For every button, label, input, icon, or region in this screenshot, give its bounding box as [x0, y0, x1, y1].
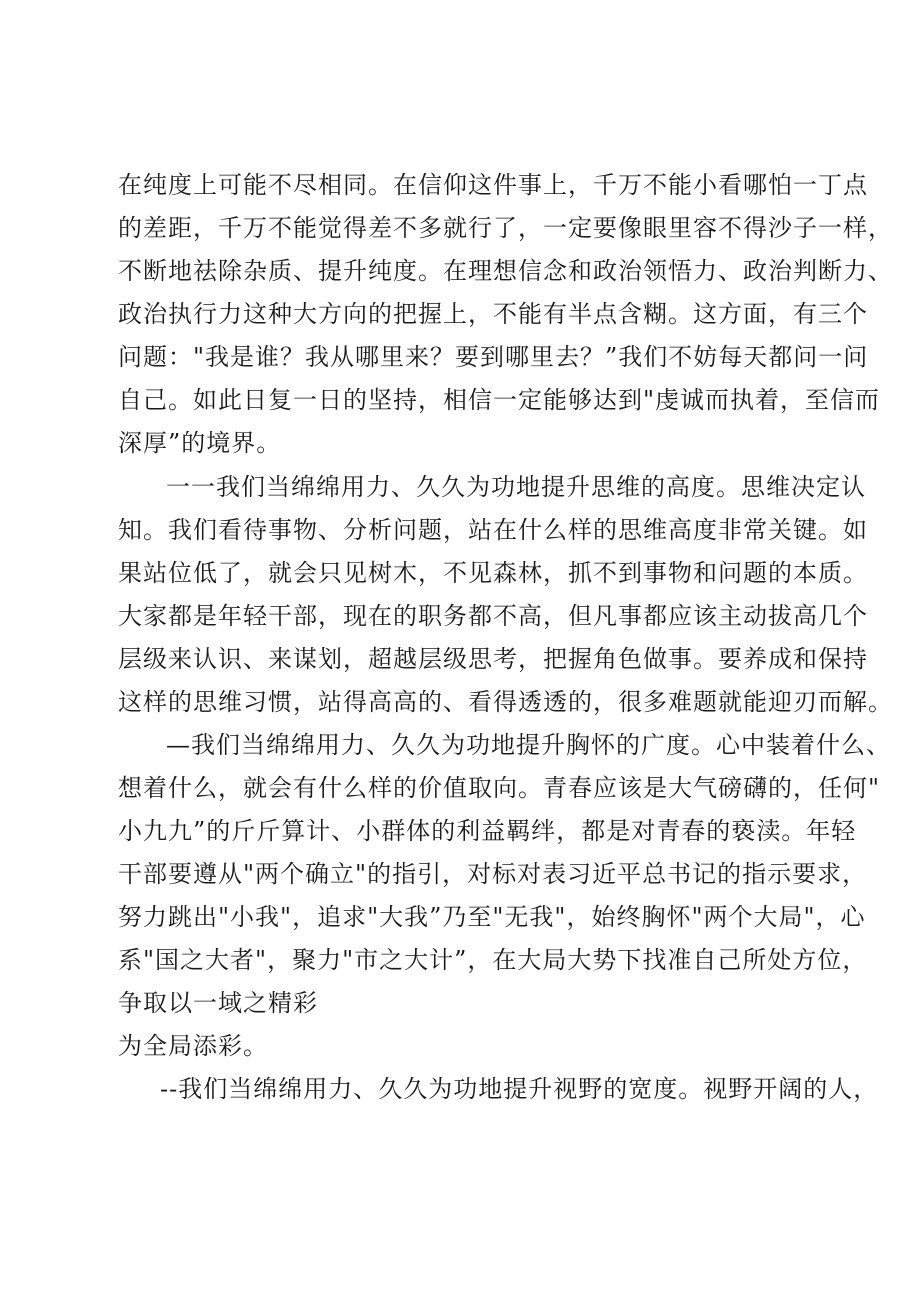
text-line: 果站位低了，就会只见树木，不见森林，抓不到事物和问题的本质。	[118, 559, 868, 587]
text-line: 想着什么，就会有什么样的价值取向。青春应该是大气磅礴的，任何"	[118, 774, 881, 802]
paragraph-first-line: —我们当绵绵用力、久久为功地提升胸怀的广度。心中装着什么、	[166, 731, 891, 759]
paragraph-first-line: --我们当绵绵用力、久久为功地提升视野的宽度。视野开阔的人，	[160, 1075, 879, 1103]
text-line: 大家都是年轻干部，现在的职务都不高，但凡事都应该主动拔高几个	[118, 602, 868, 630]
text-line: 不断地祛除杂质、提升纯度。在理想信念和政治领悟力、政治判断力、	[118, 257, 893, 285]
text-line: 自己。如此日复一日的坚持，相信一定能够达到"虔诚而执着，至信而	[118, 386, 881, 414]
text-line: 小九九”的斤斤算计、小群体的利益羁绊，都是对青春的亵渎。年轻	[118, 817, 857, 845]
text-line: 这样的思维习惯，站得高高的、看得透透的，很多难题就能迎刃而解。	[118, 688, 893, 716]
paragraph-first-line: 一一我们当绵绵用力、久久为功地提升思维的高度。思维决定认	[166, 473, 866, 501]
text-line: 在纯度上可能不尽相同。在信仰这件事上，千万不能小看哪怕一丁点	[118, 171, 868, 199]
text-line: 政治执行力这种大方向的把握上，不能有半点含糊。这方面，有三个	[118, 300, 868, 328]
text-line: 干部要遵从"两个确立"的指引，对标对表习近平总书记的指示要求，	[118, 860, 868, 888]
text-line: 层级来认识、来谋划，超越层级思考，把握角色做事。要养成和保持	[118, 645, 868, 673]
text-line: 争取以一域之精彩	[118, 989, 318, 1017]
text-line: 努力跳出"小我"，追求"大我”乃至"无我"，始终胸怀"两个大局"，心	[118, 903, 866, 931]
text-line: 为全局添彩。	[118, 1032, 268, 1060]
text-line: 深厚”的境界。	[118, 429, 282, 457]
text-line: 知。我们看待事物、分析问题，站在什么样的思维高度非常关键。如	[118, 516, 868, 544]
text-line: 问题："我是谁？我从哪里来？要到哪里去？”我们不妨每天都问一问	[118, 343, 869, 371]
text-line: 系"国之大者"，聚力"市之大计”，在大局大势下找准自己所处方位，	[118, 946, 868, 974]
text-line: 的差距，千万不能觉得差不多就行了，一定要像眼里容不得沙子一样，	[118, 214, 893, 242]
